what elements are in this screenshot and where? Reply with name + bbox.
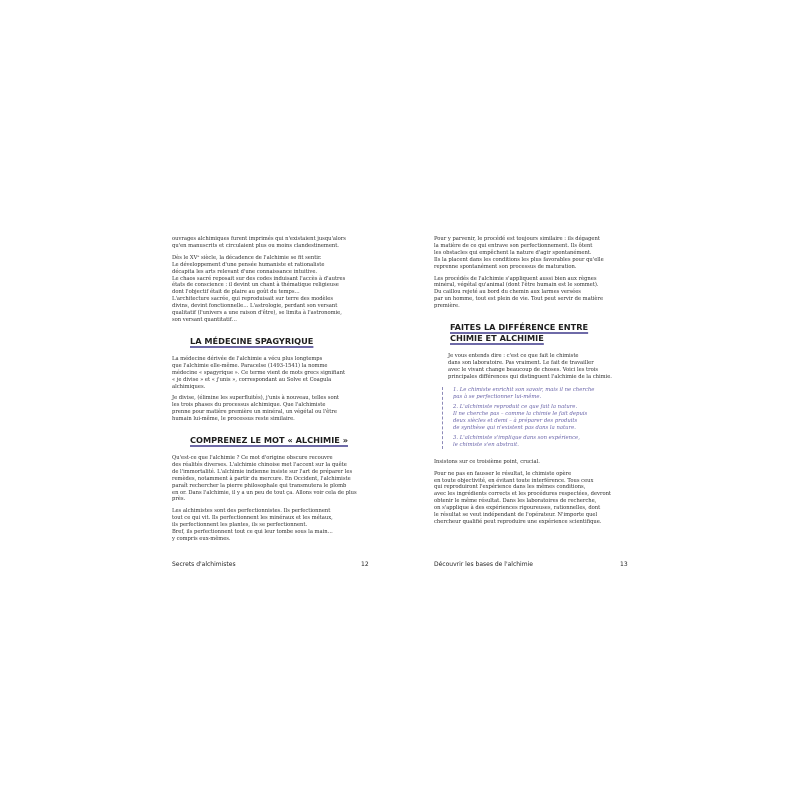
- left-paragraph-2: [172, 255, 386, 324]
- text-line: les trois phases du processus alchimique. Que l'alchimiste: [172, 402, 326, 409]
- text-line: Dès le XVᵉ siècle, la décadence de l'alchimie se fit sentir.: [172, 254, 322, 261]
- difference-quote-2: [453, 404, 630, 432]
- text-line: 2. L'alchimiste reproduit ce que fait la nature.: [453, 403, 578, 410]
- right-paragraph-2: [434, 276, 630, 311]
- text-line: Il ne cherche pas – comme la chimie le fait depuis: [453, 410, 588, 417]
- text-line: ouvrages alchimiques furent imprimés qui n'existaient jusqu'alors: [172, 236, 346, 242]
- left-paragraph-1: [172, 236, 386, 250]
- difference-quote-1: [453, 387, 630, 401]
- right-paragraph-3: [434, 353, 630, 381]
- text-line: Bref, ils perfectionnent tout ce qui leur tombe sous la main…: [172, 529, 333, 536]
- left-page: [172, 236, 386, 576]
- text-line: tout ce qui vit. Ils perfectionnent les minéraux et les métaux,: [172, 515, 333, 522]
- text-line: en toute objectivité, en évitant toute interférence. Tous ceux: [434, 477, 594, 484]
- text-line: qu'en manuscrits et circulaient plus ou moins clandestinement.: [172, 242, 339, 249]
- text-line: la matière de ce qui entrave son perfectionnement. Ils ôtent: [434, 242, 593, 249]
- right-paragraph-4: [434, 459, 630, 466]
- text-line: Le chaos sacré reposait sur des codes induisant l'accès à d'autres: [172, 275, 346, 282]
- text-line: son versant quantitatif…: [172, 316, 237, 323]
- text-line: La médecine dérivée de l'alchimie a vécu plus longtemps: [172, 355, 323, 362]
- text-line: ils perfectionnent les plantes, ils se perfectionnent.: [172, 522, 308, 529]
- text-line: alchimiques.: [172, 383, 206, 390]
- footer-left-title: Secrets d'alchimistes: [172, 561, 236, 568]
- text-line: Pour ne pas en fausser le résultat, le chimiste opère: [434, 470, 572, 477]
- text-line: qualitatif (l'univers a une raison d'être), se limita à l'astronomie,: [172, 310, 342, 317]
- text-line: de synthèse qui n'existent pas dans la nature.: [453, 424, 576, 431]
- text-line: paraît rechercher la pierre philosophale qui transmutera le plomb: [172, 482, 347, 489]
- text-line: Qu'est-ce que l'alchimie ? Ce mot d'origine obscure recouvre: [172, 455, 333, 462]
- heading-chimie-alchimie: [450, 322, 630, 344]
- text-line: de l'immortalité. L'alchimie indienne insiste sur l'art de préparer les: [172, 468, 353, 475]
- text-line: Les alchimistes sont des perfectionnistes. Ils perfectionnent: [172, 508, 331, 515]
- text-line: des réalités diverses. L'alchimie chinoise met l'accent sur la quête: [172, 461, 347, 468]
- text-line: près.: [172, 496, 186, 503]
- text-line: deux siècles et demi – à préparer des produits: [453, 417, 578, 424]
- right-page: [434, 236, 630, 576]
- text-line: dans son laboratoire. Pas vraiment. Le fait de travailler: [448, 359, 594, 366]
- text-line: Du caillou rejeté au bord du chemin aux larmes versées: [434, 289, 581, 296]
- text-line: dont l'objectif était de plaire au goût du temps…: [172, 289, 300, 296]
- text-line: en or. Dans l'alchimie, il y a un peu de tout ça. Allons voir cela de plus: [172, 489, 357, 496]
- text-line: 1. Le chimiste enrichit son savoir, mais il ne cherche: [453, 386, 595, 393]
- text-line: remèdes, notamment à partir du mercure. En Occident, l'alchimiste: [172, 475, 351, 482]
- text-line: « je divise » et « j'unis », correspondant au Solve et Coagula: [172, 376, 332, 383]
- text-line: prenne pour matière première un minéral, un végétal ou l'être: [172, 409, 337, 416]
- right-paragraph-5: [434, 471, 630, 526]
- footer-right-title: Découvrir les bases de l'alchimie: [434, 561, 533, 568]
- text-line: on s'applique à des expériences rigoureuses, rationnelles, dont: [434, 505, 601, 512]
- heading-chimie-alchimie-line-2: CHIMIE ET ALCHIMIE: [450, 333, 544, 344]
- text-line: première.: [434, 303, 460, 310]
- text-line: Insistons sur ce troisième point, crucial.: [434, 458, 540, 465]
- text-line: principales différences qui distinguent l'alchimie de la chimie.: [448, 373, 612, 380]
- heading-chimie-alchimie-line-1: FAITES LA DIFFÉRENCE ENTRE: [450, 322, 589, 333]
- text-line: le chimiste s'en abstrait.: [453, 441, 519, 448]
- text-line: qui reproduiront l'expérience dans les mêmes conditions,: [434, 484, 586, 491]
- text-line: obtenir le même résultat. Dans les laboratoires de recherche,: [434, 498, 597, 505]
- text-line: reprenne spontanément son processus de maturation.: [434, 263, 577, 270]
- text-line: Ils la placent dans les conditions les plus favorables pour qu'elle: [434, 256, 604, 263]
- text-line: décapita les arts relevant d'une connaissance intuitive.: [172, 268, 318, 275]
- text-line: avec les ingrédients corrects et les procédures respectées, devront: [434, 491, 612, 498]
- text-line: Pour y parvenir, le procédé est toujours similaire : ils dégagent: [434, 236, 600, 242]
- heading-medecine-spagyrique: [190, 336, 386, 347]
- differences-quote-box: [442, 387, 630, 449]
- text-line: par un homme, tout est plein de vie. Tout peut servir de matière: [434, 296, 604, 303]
- text-line: le résultat se veut indépendant de l'opérateur. N'importe quel: [434, 512, 598, 519]
- footer-left-page-number: 12: [361, 561, 369, 568]
- difference-quote-3: [453, 435, 630, 449]
- text-line: états de conscience : il devint un chant à thématique religieuse: [172, 282, 339, 289]
- text-line: L'architecture sacrée, qui reproduisait sur terre des modèles: [172, 296, 334, 303]
- heading-medecine-spagyrique-text: LA MÉDECINE SPAGYRIQUE: [190, 335, 314, 346]
- text-line: médecine « spagyrique ». Ce terme vient de mots grecs signifiant: [172, 369, 346, 376]
- text-line: humain lui-même, le processus reste similaire.: [172, 416, 295, 423]
- text-line: que l'alchimie elle-même. Paracelse (1493-1541) la nomme: [172, 362, 328, 369]
- heading-comprenez-alchimie-text: COMPRENEZ LE MOT « ALCHIMIE »: [190, 435, 348, 446]
- text-line: Je vous entends dire : c'est ce que fait le chimiste: [448, 353, 579, 360]
- footer-right-page-number: 13: [620, 561, 628, 568]
- left-paragraph-5: [172, 455, 386, 503]
- text-line: divins, devint fonctionnelle… L'astrologie, perdant son versant: [172, 303, 338, 310]
- text-line: Le développement d'une pensée humaniste et rationaliste: [172, 261, 325, 268]
- left-paragraph-4: [172, 395, 386, 423]
- right-paragraph-1: [434, 236, 630, 271]
- text-line: minéral, végétal qu'animal (dont l'être humain est le sommet).: [434, 282, 599, 289]
- text-line: pas à se perfectionner lui-même.: [453, 393, 542, 400]
- text-line: 3. L'alchimiste s'implique dans son expérience,: [453, 434, 580, 441]
- left-paragraph-3: [172, 356, 386, 391]
- text-line: les obstacles qui empêchent la nature d'agir spontanément.: [434, 249, 592, 256]
- text-line: chercheur qualifié peut reproduire une expérience scientifique.: [434, 518, 602, 525]
- text-line: Les procédés de l'alchimie s'appliquent aussi bien aux règnes: [434, 275, 597, 282]
- text-line: y compris eux-mêmes.: [172, 536, 231, 542]
- text-line: avec le vivant change beaucoup de choses. Voici les trois: [448, 366, 599, 373]
- text-line: Je divise, (élimine les superfluités), j'unis à nouveau, telles sont: [172, 395, 339, 402]
- heading-comprenez-alchimie: [190, 435, 386, 446]
- left-paragraph-6: [172, 508, 386, 543]
